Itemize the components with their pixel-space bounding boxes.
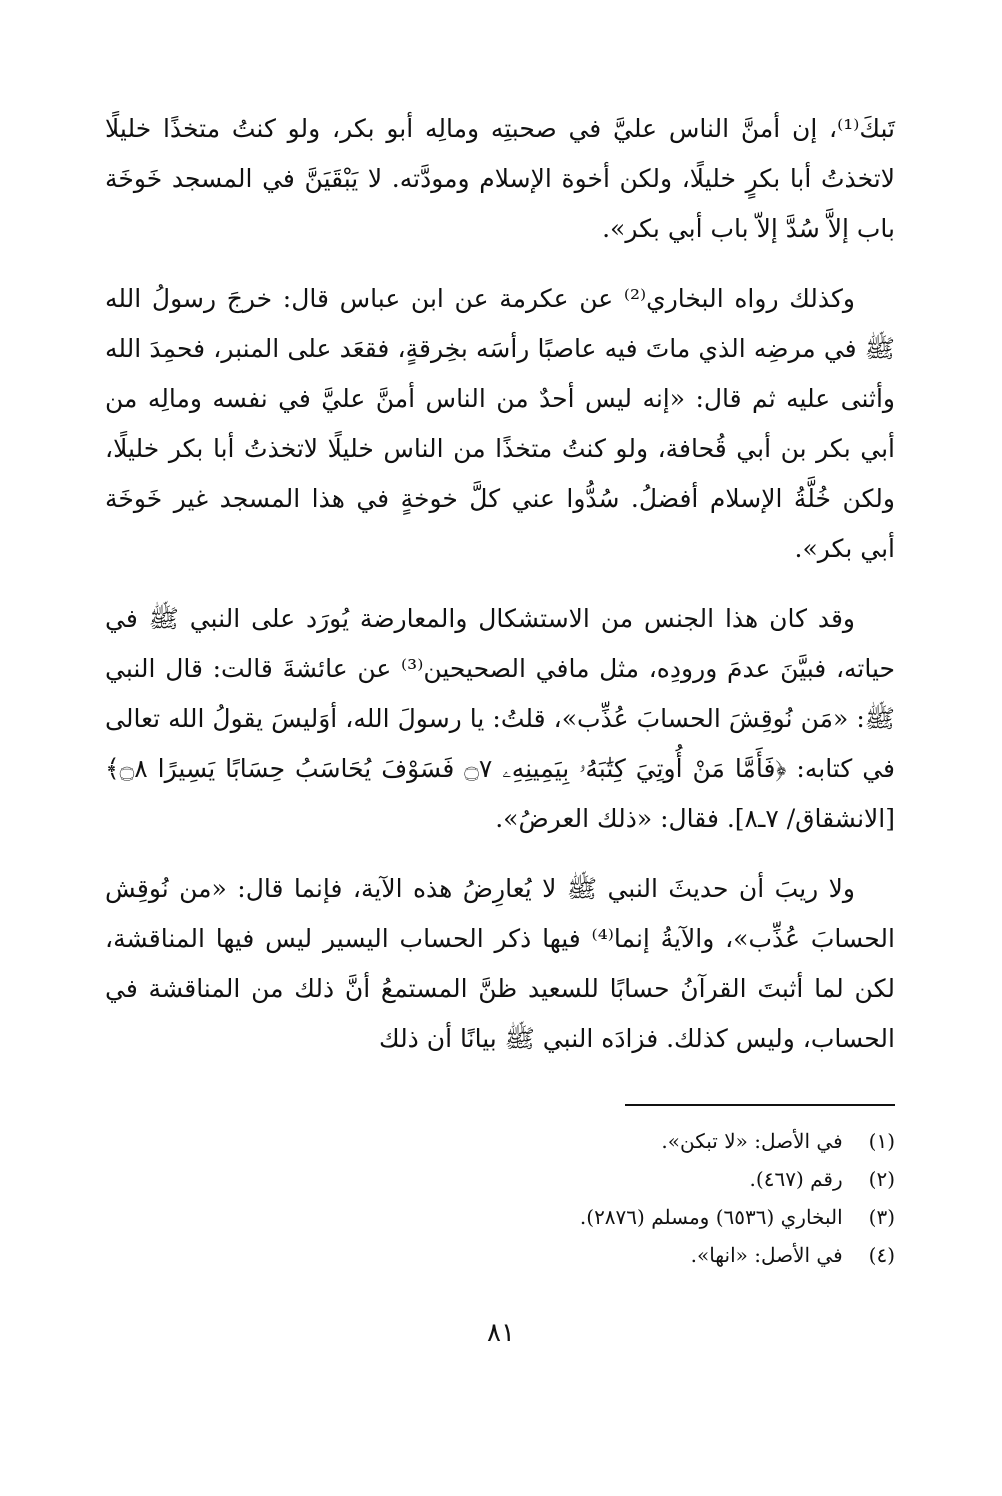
footnote-text: في الأصل: «انها». [690,1243,843,1267]
paragraph-1: تَبكَ⁽¹⁾، إن أمنَّ الناس عليَّ في صحبتِه ومالِه أبو بكر، ولو كنتُ متخذًا خليلًا لاتخذتُ أبا بكرٍ خليلًا، ولكن أخوة الإسلام ومودَّته. لا يَبْقَيَنَّ في المسجد خَوخَة باب إلاَّ سُدَّ إلاّ باب أبي بكر». [105,114,895,243]
page-number: ٨١ [487,1318,515,1348]
footnote-text: البخاري (٦٥٣٦) ومسلم (٢٨٧٦). [579,1205,843,1229]
paragraph-3: وقد كان هذا الجنس من الاستشكال والمعارضة يُورَد على النبي ﷺ في حياته، فبيَّنَ عدمَ ورودِه، مثل مافي الصحيحين⁽³⁾ عن عائشةَ قالت: قال النبي ﷺ: «مَن نُوقِشَ الحسابَ عُذِّب»، قلتُ: يا رسولَ الله، أوَليسَ يقولُ الله تعالى في كتابه: ﴿فَأَمَّا مَنْ أُوتِيَ كِتَٰبَهُۥ بِيَمِينِهِۦ ۝٧ فَسَوْفَ يُحَاسَبُ حِسَابًا يَسِيرًا ۝٨﴾ [الانشقاق/ ٧ـ٨]. فقال: «ذلك العرضُ». [105,604,895,833]
paragraph-2: وكذلك رواه البخاري⁽²⁾ عن عكرمة عن ابن عباس قال: خرجَ رسولُ الله ﷺ في مرضِه الذي ماتَ فيه عاصبًا رأسَه بخِرقةٍ، فقعَد على المنبر، فحمِدَ الله وأثنى عليه ثم قال: «إنه ليس أحدٌ من الناس أمنَّ عليَّ في نفسه ومالِه من أبي بكر بن أبي قُحافة، ولو كنتُ متخذًا من الناس خليلًا لاتخذتُ أبا بكر خليلًا، ولكن خُلَّةُ الإسلام أفضلُ. سُدُّوا عني كلَّ خوخةٍ في هذا المسجد غير خَوخَة أبي بكر». [105,284,895,563]
footnote-number: (٢) [868,1167,895,1191]
footnote-3 [105,1198,895,1236]
footnote-number: (٤) [868,1243,895,1267]
footnote-number: (٣) [868,1205,895,1229]
paragraph-4: ولا ريبَ أن حديثَ النبي ﷺ لا يُعارِضُ هذه الآية، فإنما قال: «من نُوقِش الحسابَ عُذِّب»، والآيةُ إنما⁽⁴⁾ فيها ذكر الحساب اليسير ليس فيها المناقشة، لكن لما أثبتَ القرآنُ حسابًا للسعيد ظنَّ المستمعُ أنَّ ذلك من المناقشة في الحساب، وليس كذلك. فزادَه النبي ﷺ بيانًا أن ذلك [105,874,895,1053]
footnote-divider [625,1104,895,1106]
footnote-text: رقم (٤٦٧). [749,1167,843,1191]
footnote-2 [105,1160,895,1198]
footnotes [105,1122,895,1274]
footnote-number: (١) [868,1129,895,1153]
footnote-4 [105,1236,895,1274]
main-text [105,104,895,1084]
footnote-text: في الأصل: «لا تبكن». [661,1129,843,1153]
footnote-1 [105,1122,895,1160]
